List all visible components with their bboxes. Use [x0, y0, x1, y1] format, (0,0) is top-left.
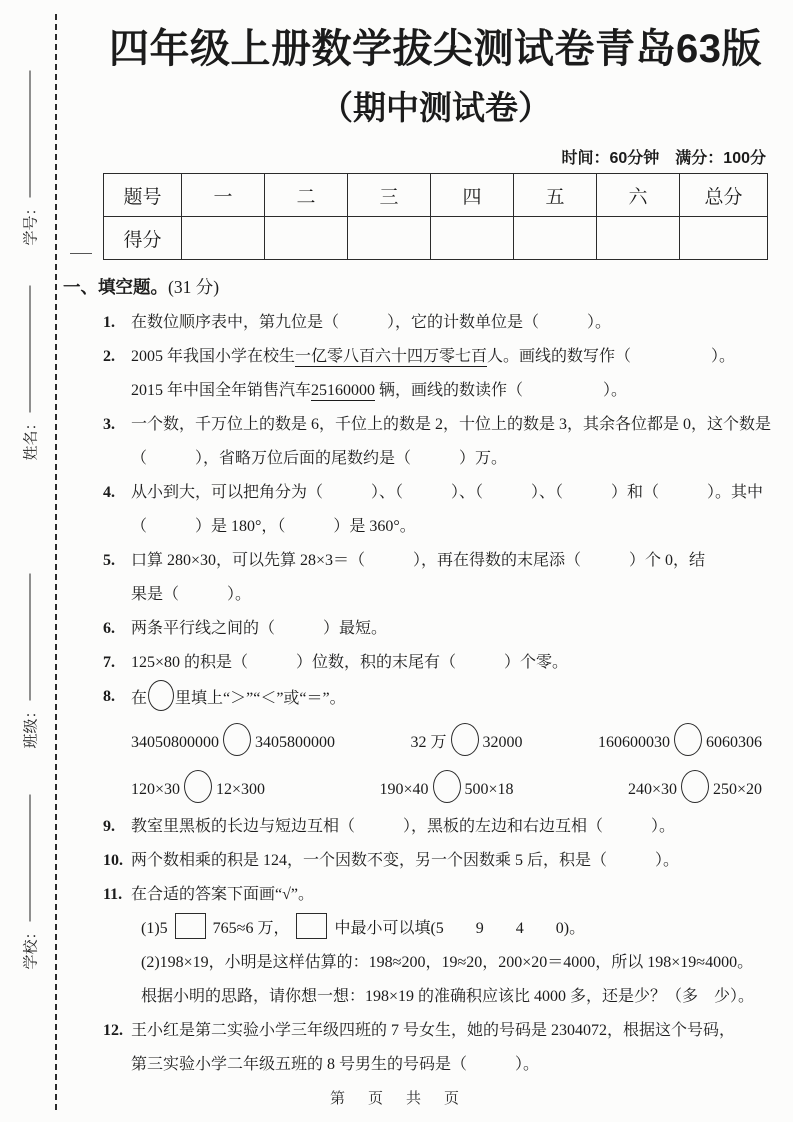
question-number: 7.: [103, 654, 115, 671]
question-number: 3.: [103, 416, 115, 433]
question-number: 4.: [103, 484, 115, 501]
score-table-corner-cell: 题号: [104, 174, 182, 217]
question-number: 11.: [103, 886, 123, 903]
page-title: 四年级上册数学拔尖测试卷青岛63版: [109, 27, 762, 71]
underlined-number-words: 一亿零八百六十四万零七百: [295, 348, 488, 365]
score-table-col: 三: [348, 174, 431, 217]
score-table-score-row: [104, 217, 768, 260]
exam-time-score-meta: 时间：60分钟 满分：100分: [561, 150, 766, 167]
right-value: 6060306: [705, 734, 762, 751]
question-3: [103, 408, 772, 476]
question-text: 果是（ ）。: [131, 586, 252, 603]
question-text: 教室里黑板的长边与短边互相（ ），黑板的左边和右边互相（ ）。: [131, 818, 676, 835]
score-table-col: 六: [597, 174, 680, 217]
sub-question-2-line2: 根据小明的思路，请你想一想：198×19 的准确积应该比 4000 多，还是少？（多 少）。: [141, 988, 755, 1005]
circle-blank: [148, 680, 174, 711]
score-cell: [431, 217, 514, 260]
square-blank: [175, 913, 206, 939]
question-text: （ ）是 180°，（ ）是 360°。: [131, 518, 416, 535]
sub-question-2-line1: (2)198×19，小明是这样估算的：198≈200，19≈20，200×20＝4000，所以 198×19≈4000。: [141, 954, 754, 971]
name-label: 姓名：: [22, 415, 39, 461]
right-value: 250×20: [712, 781, 762, 798]
question-number: 10.: [103, 852, 123, 869]
question-text: [131, 374, 768, 408]
text-segment: 765≈6 万，: [212, 920, 290, 937]
question-8: [103, 680, 768, 810]
comparison-item: [598, 723, 762, 756]
question-number: 9.: [103, 818, 115, 835]
school-field: [17, 795, 43, 970]
circle-blank: [681, 770, 709, 803]
score-table-header-row: [104, 174, 768, 217]
school-blank-line: [29, 795, 30, 922]
question-number: 5.: [103, 552, 115, 569]
score-row-label: 得分: [104, 217, 182, 260]
circle-blank: [674, 723, 702, 756]
text-segment: 里填上“＞”“＜”或“＝”。: [175, 690, 346, 707]
score-cell: [680, 217, 768, 260]
circle-blank: [451, 723, 479, 756]
question-text: （ ），省略万位后面的尾数约是（ ）万。: [131, 450, 508, 467]
question-text: 从小到大，可以把角分为（ ）、（ ）、（ ）、（ ）和（ ）。其中: [131, 484, 764, 501]
question-number: 12.: [103, 1022, 123, 1039]
score-table-col: 一: [182, 174, 265, 217]
student-number-field: [17, 71, 43, 246]
question-7: [103, 646, 768, 680]
name-blank-line: [29, 286, 30, 413]
left-value: 160600030: [597, 734, 670, 751]
question-text: 两个数相乘的积是 124，一个因数不变，另一个因数乘 5 后，积是（ ）。: [131, 852, 680, 869]
left-value: 32 万: [410, 734, 447, 751]
comparison-item: [131, 770, 265, 803]
text-segment: 人。画线的数写作（ ）。: [487, 348, 736, 365]
fold-mark: [70, 253, 92, 254]
text-segment: 2005 年我国小学在校生: [131, 348, 296, 365]
sub-question-1: [141, 912, 768, 946]
section-title: 一、填空题。: [63, 277, 168, 297]
text-segment: 在: [131, 690, 148, 707]
class-label: 班级：: [22, 703, 39, 749]
left-value: 240×30: [627, 781, 677, 798]
right-value: 3405800000: [255, 734, 335, 751]
left-value: 190×40: [379, 781, 429, 798]
comparison-item: [131, 723, 335, 756]
right-value: 12×300: [216, 781, 266, 798]
score-cell: [265, 217, 348, 260]
class-field: [17, 574, 43, 749]
question-text: 两条平行线之间的（ ）最短。: [131, 620, 388, 637]
score-table: [103, 173, 768, 260]
question-12: [103, 1014, 768, 1082]
question-text: 一个数，千万位上的数是 6，千位上的数是 2，十位上的数是 3，其余各位都是 0，这个数是: [131, 416, 772, 433]
student-number-blank-line: [29, 71, 30, 198]
score-cell: [348, 217, 431, 260]
score-table-col: 二: [265, 174, 348, 217]
question-text: 口算 280×30，可以先算 28×3＝（ ），再在得数的末尾添（ ）个 0，结: [131, 552, 706, 569]
question-2: [103, 340, 768, 408]
name-field: [17, 286, 43, 461]
student-number-label: 学号：: [22, 200, 39, 246]
comparison-item: [379, 770, 513, 803]
right-value: 32000: [482, 734, 523, 751]
question-11: [103, 878, 768, 1014]
left-value: 120×30: [131, 781, 181, 798]
section-score: (31 分): [168, 277, 220, 297]
score-cell: [182, 217, 265, 260]
question-text: 在数位顺序表中，第九位是（ ），它的计数单位是（ ）。: [131, 314, 612, 331]
question-number: 8.: [103, 688, 115, 705]
text-segment: 辆，画线的数读作（ ）。: [375, 382, 628, 399]
question-number: 1.: [103, 314, 115, 331]
square-blank: [296, 913, 327, 939]
question-10: [103, 844, 768, 878]
question-number: 2.: [103, 348, 115, 365]
text-segment: 中最小可以填(5 9 4 0)。: [334, 920, 586, 937]
question-9: [103, 810, 768, 844]
question-number: 6.: [103, 620, 115, 637]
text-segment: (1)5: [141, 920, 168, 937]
score-cell: [597, 217, 680, 260]
page-footer: 第 页 共 页: [329, 1091, 463, 1107]
question-1: [103, 306, 768, 340]
page-subtitle: （期中测试卷）: [320, 89, 551, 126]
score-table-col: 四: [431, 174, 514, 217]
question-text: [131, 340, 768, 374]
text-segment: 2015 年中国全年销售汽车: [131, 382, 312, 399]
question-6: [103, 612, 768, 646]
comparison-row: [131, 716, 768, 763]
circle-blank: [223, 723, 251, 756]
right-value: 500×18: [464, 781, 514, 798]
comparison-item: [410, 723, 522, 756]
score-table-col: 总分: [680, 174, 768, 217]
question-text: [131, 680, 768, 716]
question-4: [103, 476, 768, 544]
comparison-row: [131, 763, 768, 810]
question-text: 在合适的答案下面画“√”。: [131, 886, 314, 903]
question-text: 王小红是第二实验小学三年级四班的 7 号女生，她的号码是 2304072，根据这个号码，: [131, 1022, 736, 1039]
school-label: 学校：: [22, 924, 39, 970]
class-blank-line: [29, 574, 30, 701]
seal-dashed-line: [55, 14, 57, 1110]
score-cell: [514, 217, 597, 260]
question-5: [103, 544, 768, 612]
exam-content: [63, 0, 772, 1082]
comparison-item: [628, 770, 762, 803]
question-text: 125×80 的积是（ ）位数，积的末尾有（ ）个零。: [131, 654, 569, 671]
section-heading: [63, 274, 768, 299]
question-text: 第三实验小学二年级五班的 8 号男生的号码是（ ）。: [131, 1056, 540, 1073]
score-table-col: 五: [514, 174, 597, 217]
left-value: 34050800000: [131, 734, 219, 751]
circle-blank: [184, 770, 212, 803]
circle-blank: [433, 770, 461, 803]
questions-list: [103, 306, 772, 1082]
underlined-number: 25160000: [311, 382, 376, 399]
